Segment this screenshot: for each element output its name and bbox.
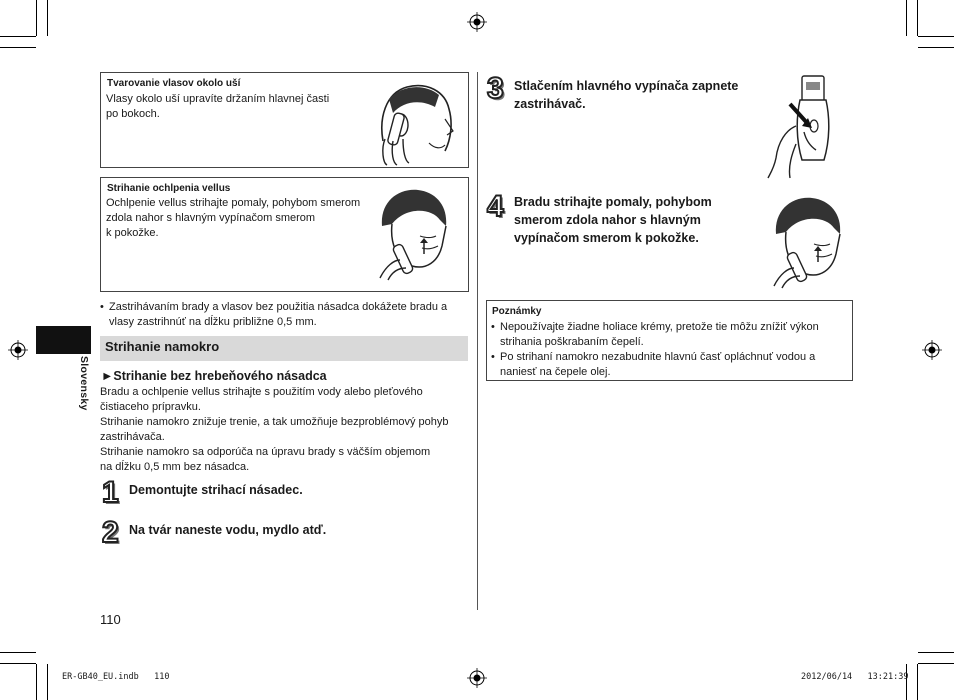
step-text: Na tvár naneste vodu, mydlo atď. bbox=[129, 523, 327, 537]
tip-box-text: Vlasy okolo uší upravíte držaním hlavnej časti po bokoch. bbox=[106, 93, 330, 120]
notes-title: Poznámky bbox=[492, 306, 542, 317]
footer-file: ER-GB40_EU.indb 110 bbox=[62, 672, 170, 682]
footer-datetime: 2012/06/14 13:21:39 bbox=[801, 672, 909, 682]
notes-box bbox=[486, 300, 853, 381]
crop-mark bbox=[918, 663, 954, 664]
crop-mark bbox=[918, 47, 954, 48]
section-header bbox=[100, 336, 468, 361]
crop-mark bbox=[47, 664, 48, 700]
paragraph: Bradu a ochlpenie vellus strihajte s použitím vody alebo pleťového čistiaceho prípravku. bbox=[100, 386, 423, 413]
registration-mark-icon bbox=[8, 340, 28, 360]
crop-mark bbox=[917, 664, 918, 700]
crop-mark bbox=[918, 652, 954, 653]
crop-mark bbox=[36, 664, 37, 700]
section-title: Strihanie namokro bbox=[105, 339, 220, 354]
beard-trimming-illustration-icon bbox=[770, 194, 846, 290]
crop-mark bbox=[0, 652, 36, 653]
paragraph: Strihanie namokro znižuje trenie, a tak umožňuje bezproblémový pohyb zastrihávača. bbox=[100, 416, 449, 443]
step-text: Demontujte strihací násadec. bbox=[129, 483, 303, 497]
crop-mark bbox=[918, 36, 954, 37]
step-number: 4 bbox=[487, 190, 504, 223]
tip-box-title: Strihanie ochlpenia vellus bbox=[107, 183, 231, 194]
tip-box-ears bbox=[100, 72, 469, 168]
paragraph: Strihanie namokro sa odporúča na úpravu brady s väčším objemom na dĺžku 0,5 mm bez násadca. bbox=[100, 446, 431, 473]
crop-mark bbox=[906, 0, 907, 36]
tip-box-vellus bbox=[100, 177, 469, 292]
registration-mark-icon bbox=[467, 668, 487, 688]
power-switch-illustration-icon bbox=[766, 74, 838, 178]
crop-mark bbox=[36, 0, 37, 36]
crop-mark bbox=[0, 47, 36, 48]
crop-mark bbox=[0, 663, 36, 664]
note-item: • Nepoužívajte žiadne holiace krémy, pretože tie môžu znížiť výkon strihania poškrabaním čepelí. bbox=[491, 321, 819, 348]
step-number: 3 bbox=[487, 72, 504, 105]
crop-mark bbox=[47, 0, 48, 36]
vellus-trimming-illustration-icon bbox=[376, 186, 452, 282]
step-text: Stlačením hlavného vypínača zapnete zastrihávač. bbox=[514, 79, 739, 111]
crop-mark bbox=[917, 0, 918, 36]
language-tab bbox=[36, 326, 91, 354]
registration-mark-icon bbox=[467, 12, 487, 32]
registration-mark-icon bbox=[922, 340, 942, 360]
subsection-title: ►Strihanie bez hrebeňového násadca bbox=[101, 369, 327, 383]
crop-mark bbox=[0, 36, 36, 37]
page-number: 110 bbox=[100, 612, 121, 627]
step-text: Bradu strihajte pomaly, pohybom smerom zdola nahor s hlavným vypínačom smerom k pokožke. bbox=[514, 195, 712, 245]
crop-mark bbox=[906, 664, 907, 700]
step-number: 2 bbox=[102, 516, 119, 549]
tip-box-text: Ochlpenie vellus strihajte pomaly, pohybom smerom zdola nahor s hlavným vypínačom smerom k pokožke. bbox=[106, 197, 361, 239]
ear-trimming-illustration-icon bbox=[377, 79, 457, 167]
note-item: • Po strihaní namokro nezabudnite hlavnú časť opláchnuť vodou a naniesť na čepele olej. bbox=[491, 351, 816, 378]
trim-note: • Zastrihávaním brady a vlasov bez použitia násadca dokážete bradu a vlasy zastrihnúť na dĺžku približne 0,5 mm. bbox=[100, 301, 448, 328]
column-divider bbox=[477, 72, 478, 610]
tip-box-title: Tvarovanie vlasov okolo uší bbox=[107, 78, 241, 89]
language-tab-label: Slovensky bbox=[78, 356, 90, 411]
step-number: 1 bbox=[102, 476, 119, 509]
